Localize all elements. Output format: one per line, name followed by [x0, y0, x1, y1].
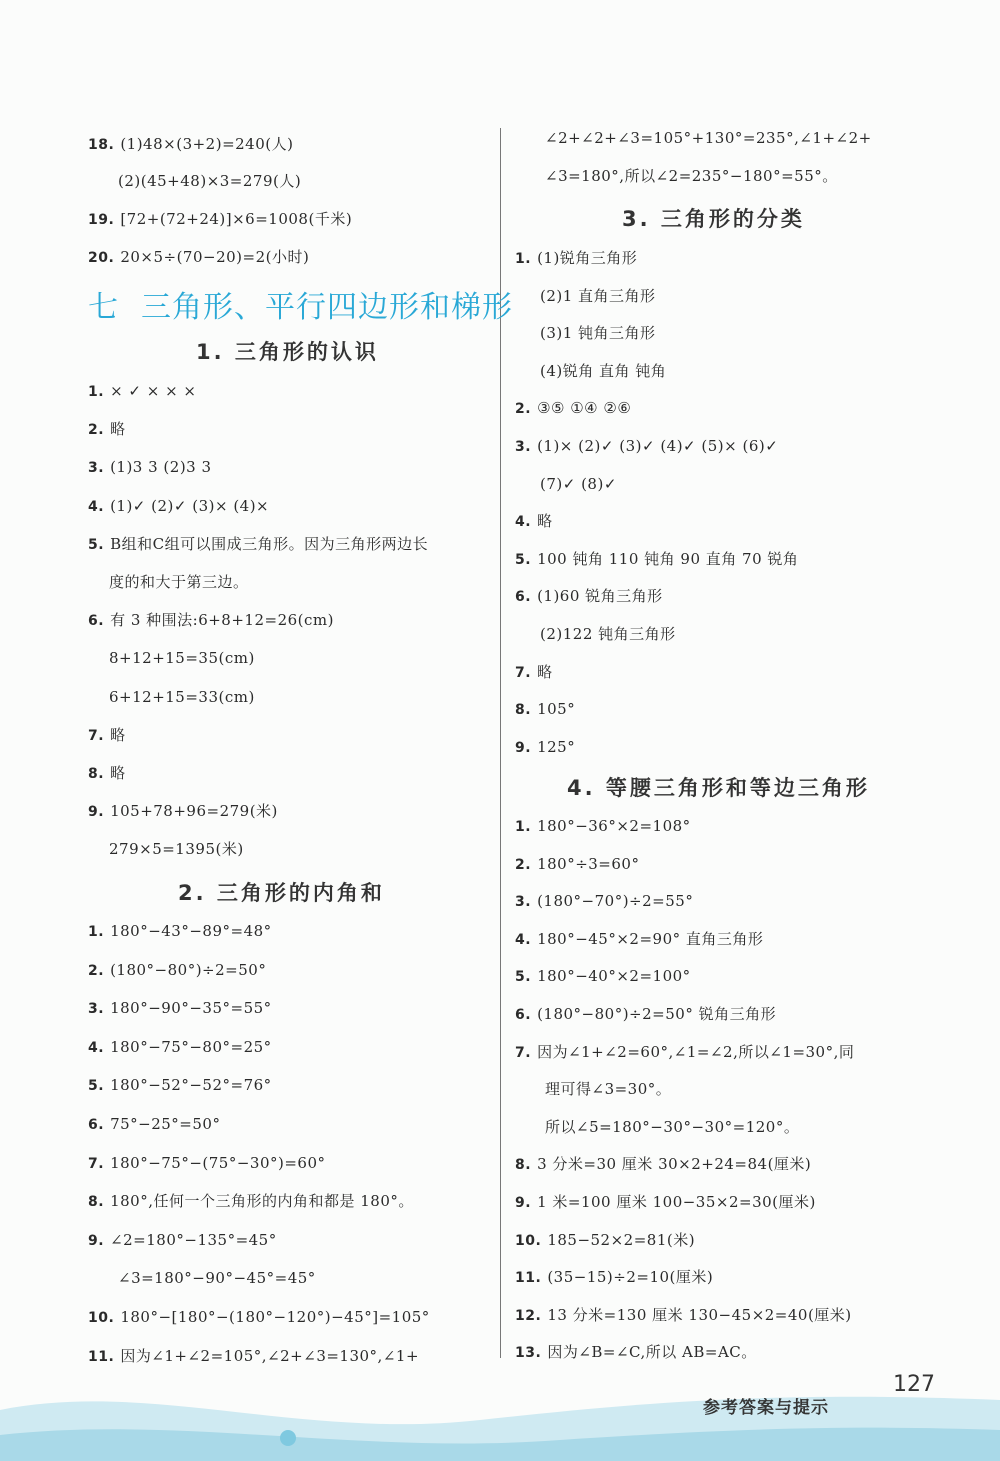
answer-line [515, 1192, 816, 1213]
item-text: (180°−80°)÷2=50° 锐角三角形 [537, 1005, 777, 1023]
item-number: 6. [515, 1007, 532, 1023]
answer-line [88, 725, 126, 746]
item-text: ∠3=180°−90°−45°=45° [118, 1269, 316, 1287]
answer-line [515, 1342, 757, 1363]
item-text: (2)(45+48)×3=279(人) [118, 172, 302, 190]
bubble-decoration [280, 1430, 296, 1446]
answer-line [109, 839, 244, 859]
item-number: 6. [515, 589, 532, 605]
answer-line [515, 929, 763, 950]
section-title-1: 1. 三角形的认识 [196, 340, 379, 364]
item-number: 9. [515, 740, 532, 756]
answer-line [515, 1004, 776, 1025]
item-number: 1. [88, 924, 105, 940]
item-text: (180°−80°)÷2=50° [110, 961, 267, 979]
item-number: 7. [88, 728, 105, 744]
footer-label: 参考答案与提示 [703, 1398, 829, 1418]
item-text: 180°−36°×2=108° [537, 817, 691, 835]
item-text: B组和C组可以围成三角形。因为三角形两边长 [110, 535, 429, 553]
answer-line [88, 1075, 272, 1096]
item-number: 19. [88, 212, 115, 228]
item-text: 180°−40°×2=100° [537, 967, 691, 985]
answer-line [88, 534, 428, 555]
item-number: 9. [88, 804, 105, 820]
section-title-2: 2. 三角形的内角和 [178, 881, 385, 905]
item-number: 3. [88, 1001, 105, 1017]
answer-line [515, 737, 575, 758]
item-text: 略 [537, 512, 553, 530]
answer-line [88, 998, 272, 1019]
item-text: 180°,任何一个三角形的内角和都是 180°。 [110, 1192, 414, 1210]
item-number: 8. [515, 1157, 532, 1173]
item-text: 185−52×2=81(米) [547, 1231, 696, 1249]
item-number: 8. [88, 766, 105, 782]
answer-line [515, 1230, 695, 1251]
answer-line [515, 1267, 713, 1288]
item-text: (1)锐角三角形 [537, 249, 638, 267]
item-text: (7)✓ (8)✓ [540, 475, 617, 493]
item-number: 4. [515, 514, 532, 530]
item-number: 3. [88, 460, 105, 476]
answer-line [109, 687, 255, 707]
item-number: 6. [88, 1117, 105, 1133]
answer-line [515, 398, 631, 419]
answer-line [88, 1307, 430, 1328]
item-number: 5. [88, 1078, 105, 1094]
answer-line [515, 699, 575, 720]
answer-line [88, 247, 309, 268]
answer-line [88, 134, 293, 155]
answer-line [540, 624, 676, 644]
item-text: (1)✓ (2)✓ (3)× (4)× [110, 497, 270, 515]
item-text: 180°−75°−80°=25° [110, 1038, 272, 1056]
item-text: 略 [110, 726, 126, 744]
item-number: 10. [515, 1233, 542, 1249]
item-text: 因为∠B=∠C,所以 AB=AC。 [547, 1343, 757, 1361]
answer-line [515, 1154, 811, 1175]
answer-line [118, 171, 301, 191]
answer-line [515, 891, 693, 912]
item-text: 6+12+15=33(cm) [109, 688, 255, 706]
footer-wave-decoration [0, 1370, 1000, 1461]
item-text: 279×5=1395(米) [109, 840, 244, 858]
item-text: 有 3 种围法:6+8+12=26(cm) [110, 611, 334, 629]
answer-line [88, 921, 272, 942]
item-text: (3)1 钝角三角形 [540, 324, 656, 342]
chapter-name: 三角形、平行四边形和梯形 [141, 290, 513, 325]
item-number: 4. [515, 932, 532, 948]
item-text: [72+(72+24)]×6=1008(千米) [120, 210, 353, 228]
answer-line [88, 1230, 277, 1251]
item-text: (1)48×(3+2)=240(人) [120, 135, 294, 153]
answer-line [515, 1042, 854, 1063]
item-number: 13. [515, 1345, 542, 1361]
item-text: 3 分米=30 厘米 30×2+24=84(厘米) [537, 1155, 812, 1173]
chapter-number: 七 [88, 290, 119, 325]
item-text: ∠2=180°−135°=45° [110, 1231, 277, 1249]
item-number: 9. [515, 1195, 532, 1211]
answer-line [109, 572, 249, 592]
item-text: 180°−90°−35°=55° [110, 999, 272, 1017]
answer-line [88, 610, 334, 631]
item-number: 4. [88, 499, 105, 515]
answer-line [88, 1153, 326, 1174]
answer-line [540, 286, 656, 306]
item-number: 18. [88, 137, 115, 153]
item-text: (1)× (2)✓ (3)✓ (4)✓ (5)× (6)✓ [537, 437, 779, 455]
answer-line [109, 648, 255, 668]
answer-line [88, 209, 352, 230]
answer-line [515, 854, 639, 875]
answer-line [88, 1037, 272, 1058]
answer-line [545, 1079, 671, 1099]
item-number: 11. [515, 1270, 542, 1286]
item-number: 1. [88, 384, 105, 400]
item-text: (180°−70°)÷2=55° [537, 892, 694, 910]
item-text: 75°−25°=50° [110, 1115, 221, 1133]
item-number: 8. [88, 1194, 105, 1210]
answer-line [540, 323, 656, 343]
answer-line [88, 1114, 220, 1135]
page-number: 127 [893, 1372, 935, 1397]
item-text: 度的和大于第三边。 [109, 573, 249, 591]
item-text: 所以∠5=180°−30°−30°=120°。 [545, 1118, 800, 1136]
answer-line [88, 1346, 419, 1367]
item-number: 7. [515, 1045, 532, 1061]
item-number: 2. [88, 963, 105, 979]
item-number: 10. [88, 1310, 115, 1326]
answer-line [118, 1268, 316, 1288]
answer-line [88, 960, 266, 981]
item-number: 1. [515, 819, 532, 835]
item-text: 180°−[180°−(180°−120°)−45°]=105° [120, 1308, 430, 1326]
item-text: 20×5÷(70−20)=2(小时) [120, 248, 310, 266]
item-number: 7. [88, 1156, 105, 1172]
item-number: 3. [515, 439, 532, 455]
item-text: 略 [110, 764, 126, 782]
item-text: 因为∠1+∠2=60°,∠1=∠2,所以∠1=30°,同 [537, 1043, 855, 1061]
item-number: 4. [88, 1040, 105, 1056]
item-text: 105° [537, 700, 576, 718]
answer-line [515, 662, 553, 683]
answer-line [88, 496, 269, 517]
answer-line [540, 361, 666, 381]
item-number: 6. [88, 613, 105, 629]
item-text: 125° [537, 738, 576, 756]
answer-line [515, 511, 553, 532]
item-text: 8+12+15=35(cm) [109, 649, 255, 667]
item-text: 1 米=100 厘米 100−35×2=30(厘米) [537, 1193, 816, 1211]
item-number: 2. [88, 422, 105, 438]
answer-line [515, 586, 663, 607]
item-text: 180°−45°×2=90° 直角三角形 [537, 930, 764, 948]
answer-line [515, 436, 778, 457]
answer-line [88, 801, 278, 822]
answer-line [540, 474, 617, 494]
item-text: 理可得∠3=30°。 [545, 1080, 672, 1098]
item-text: (2)122 钝角三角形 [540, 625, 676, 643]
item-text: 180°÷3=60° [537, 855, 640, 873]
item-number: 3. [515, 894, 532, 910]
item-text: 因为∠1+∠2=105°,∠2+∠3=130°,∠1+ [120, 1347, 420, 1365]
item-number: 2. [515, 857, 532, 873]
answer-line [515, 549, 798, 570]
item-text: 105+78+96=279(米) [110, 802, 278, 820]
answer-line [515, 966, 691, 987]
item-text: × ✓ × × × [110, 382, 197, 400]
item-number: 11. [88, 1349, 115, 1365]
item-text: ③⑤ ①④ ②⑥ [537, 399, 632, 417]
item-number: 2. [515, 401, 532, 417]
answer-line [545, 1117, 799, 1137]
item-text: 13 分米=130 厘米 130−45×2=40(厘米) [547, 1306, 852, 1324]
item-text: 180°−75°−(75°−30°)=60° [110, 1154, 326, 1172]
item-number: 8. [515, 702, 532, 718]
item-text: 100 钝角 110 钝角 90 直角 70 锐角 [537, 550, 799, 568]
item-number: 20. [88, 250, 115, 266]
answer-line [88, 457, 212, 478]
section-title-4: 4. 等腰三角形和等边三角形 [567, 776, 870, 800]
item-number: 5. [88, 537, 105, 553]
item-text: (2)1 直角三角形 [540, 287, 656, 305]
item-text: 略 [537, 663, 553, 681]
answer-line [515, 816, 691, 837]
item-text: (1)60 锐角三角形 [537, 587, 663, 605]
item-text: (4)锐角 直角 钝角 [540, 362, 667, 380]
item-text: (1)3 3 (2)3 3 [110, 458, 212, 476]
answer-line [88, 419, 126, 440]
item-number: 12. [515, 1308, 542, 1324]
item-text: (35−15)÷2=10(厘米) [547, 1268, 714, 1286]
item-text: 180°−43°−89°=48° [110, 922, 272, 940]
answer-line [515, 248, 637, 269]
item-number: 5. [515, 969, 532, 985]
answer-line [515, 1305, 852, 1326]
chapter-title [88, 282, 513, 326]
item-number: 7. [515, 665, 532, 681]
item-text: 180°−52°−52°=76° [110, 1076, 272, 1094]
continuation-line: ∠3=180°,所以∠2=235°−180°=55°。 [545, 167, 838, 185]
item-number: 9. [88, 1233, 105, 1249]
continuation-line: ∠2+∠2+∠3=105°+130°=235°,∠1+∠2+ [545, 129, 872, 147]
answer-line [88, 1191, 414, 1212]
section-title-3: 3. 三角形的分类 [622, 207, 805, 231]
answer-line [88, 763, 126, 784]
item-number: 1. [515, 251, 532, 267]
answer-line [88, 381, 196, 402]
item-text: 略 [110, 420, 126, 438]
item-number: 5. [515, 552, 532, 568]
